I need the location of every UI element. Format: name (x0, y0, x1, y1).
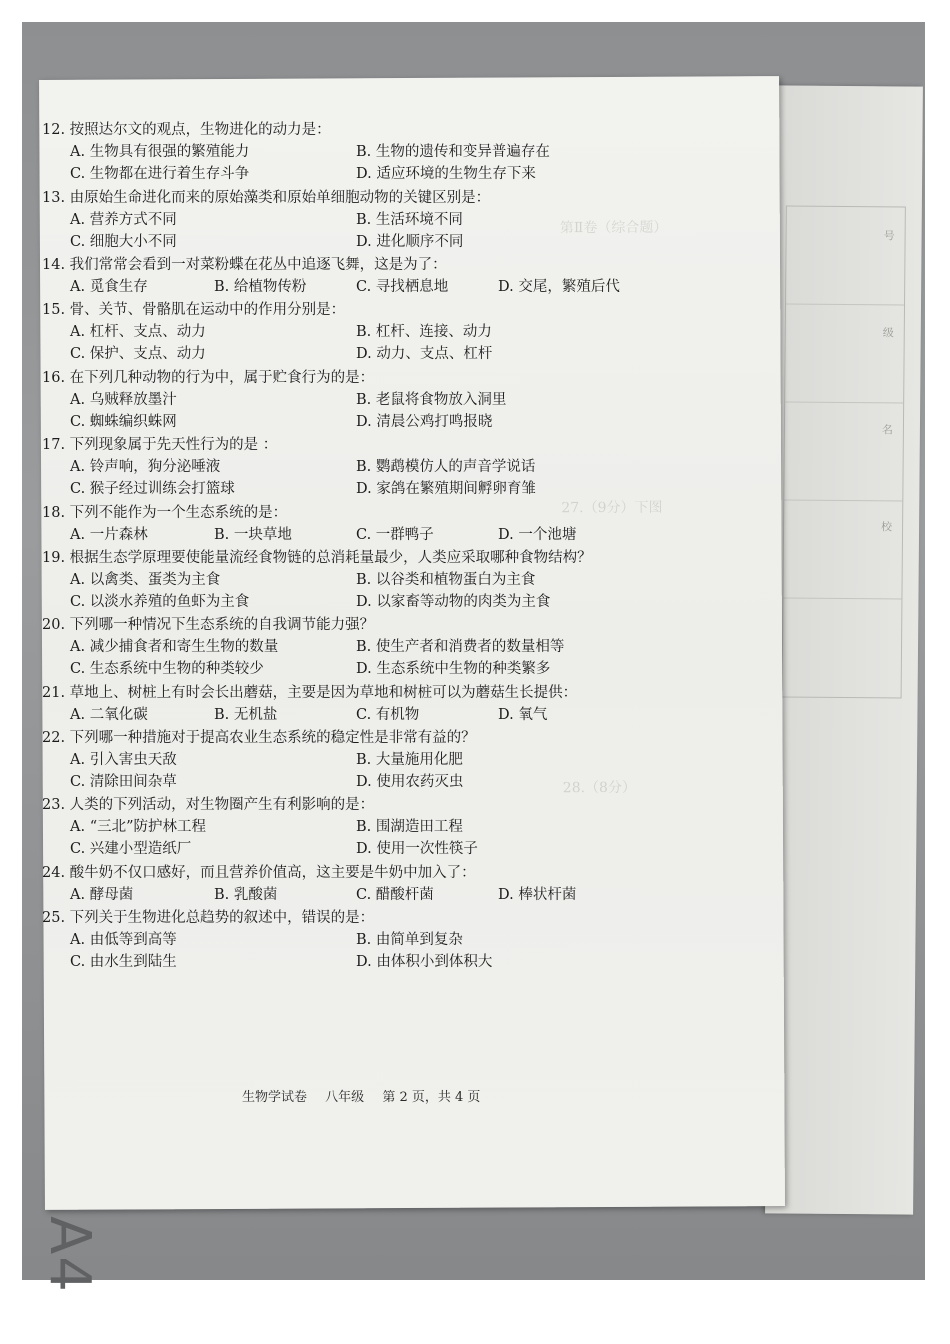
option-b: B. 使生产者和消费者的数量相等 (356, 639, 565, 655)
question-18 (42, 501, 742, 546)
option-b: B. 围湖造田工程 (356, 819, 463, 835)
question-stem: 17. 下列现象属于先天性行为的是 ： (42, 437, 278, 453)
option-a: A. 引入害虫天敌 (70, 751, 177, 768)
question-20 (42, 613, 742, 681)
option-d: D. 氧气 (498, 706, 548, 723)
option-b: B. 一块草地 (214, 526, 292, 543)
paper-size-mark: A4 (37, 1216, 102, 1294)
option-d: D. 以家畜等动物的肉类为主食 (356, 593, 551, 610)
option-b: B. 老鼠将食物放入洞里 (356, 391, 507, 408)
option-b: B. 生物的遗传和变异普遍存在 (356, 144, 550, 160)
page-footer (242, 1086, 494, 1105)
option-d: D. 进化顺序不同 (356, 233, 464, 250)
option-d: D. 适应环境的生物生存下来 (356, 166, 536, 182)
question-stem: 15. 骨、关节、骨骼肌在运动中的作用分别是： (42, 302, 346, 318)
option-a: A. 觅食生存 (70, 279, 148, 295)
question-22 (42, 726, 742, 794)
option-a: A. 杠杆、支点、动力 (70, 324, 206, 340)
option-a: A. 二氧化碳 (70, 706, 148, 723)
question-stem: 14. 我们常常会看到一对菜粉蝶在花丛中追逐飞舞，这是为了： (42, 257, 447, 273)
question-stem: 13. 由原始生命进化而来的原始藻类和原始单细胞动物的关键区别是： (42, 189, 491, 206)
option-d: D. 生态系统中生物的种类繁多 (356, 661, 551, 677)
option-c: C. 生物都在进行着生存斗争 (70, 166, 250, 182)
question-stem: 23. 人类的下列活动，对生物圈产生有利影响的是： (42, 797, 375, 813)
question-stem: 24. 酸牛奶不仅口感好，而且营养价值高，这主要是牛奶中加入了： (42, 864, 476, 881)
underlying-sheet (765, 85, 923, 1214)
option-c: C. 蜘蛛编织蛛网 (70, 413, 177, 430)
question-stem: 20. 下列哪一种情况下生态系统的自我调节能力强？ (42, 617, 375, 633)
question-12 (42, 118, 742, 186)
option-c: C. 有机物 (356, 706, 420, 723)
option-b: B. 由简单到复杂 (356, 931, 463, 948)
question-21 (42, 681, 742, 726)
bleed-through: 第Ⅱ卷（综合题） (559, 219, 668, 237)
option-c: C. 寻找栖息地 (356, 279, 449, 295)
option-a: A. 一片森林 (70, 526, 148, 543)
question-stem: 19. 根据生态学原理要使能量流经食物链的总消耗量最少，人类应采取哪种食物结构？ (42, 549, 592, 566)
footer-grade: 八年级 (325, 1090, 365, 1105)
option-c: C. 一群鸭子 (356, 526, 434, 543)
option-b: B. 杠杆、连接、动力 (356, 324, 492, 340)
question-list (42, 118, 742, 973)
option-d: D. 由体积小到体积大 (356, 953, 493, 970)
option-a: A. “三北”防护林工程 (70, 819, 207, 835)
option-c: C. 保护、支点、动力 (70, 346, 206, 362)
option-d: D. 使用一次性筷子 (356, 841, 478, 857)
option-d: D. 一个池塘 (498, 526, 577, 543)
grid-row (784, 402, 903, 501)
question-stem: 22. 下列哪一种措施对于提高农业生态系统的稳定性是非常有益的？ (42, 729, 476, 746)
option-d: D. 清晨公鸡打鸣报晓 (356, 413, 493, 430)
option-b: B. 以谷类和植物蛋白为主食 (356, 571, 536, 588)
option-d: D. 棒状杆菌 (498, 886, 577, 903)
question-24 (42, 861, 742, 906)
question-25 (42, 906, 742, 974)
question-15 (42, 298, 742, 366)
option-a: A. 由低等到高等 (70, 931, 177, 948)
option-d: D. 家鸽在繁殖期间孵卵育雏 (356, 481, 536, 497)
option-c: C. 猴子经过训练会打篮球 (70, 481, 235, 497)
option-c: C. 清除田间杂草 (70, 773, 177, 790)
grid-row (785, 304, 904, 403)
option-c: C. 兴建小型造纸厂 (70, 841, 192, 857)
option-b: B. 给植物传粉 (214, 279, 307, 295)
question-19 (42, 546, 742, 614)
question-stem: 21. 草地上、树桩上有时会长出蘑菇，主要是因为草地和树桩可以为蘑菇生长提供： (42, 684, 578, 701)
option-b: B. 鹦鹉模仿人的声音学说话 (356, 459, 536, 475)
bleed-through: 27.（9分）下图 (561, 499, 663, 517)
grid-row (786, 206, 905, 305)
bleed-through: 28.（8分） (562, 779, 636, 797)
question-stem: 16. 在下列几种动物的行为中，属于贮食行为的是： (42, 369, 375, 386)
option-a: A. 酵母菌 (70, 886, 134, 903)
header-grid (782, 205, 906, 698)
footer-subject: 生物学试卷 (242, 1090, 308, 1105)
grid-row (783, 500, 902, 599)
option-b: B. 大量施用化肥 (356, 751, 463, 768)
side-label: 名 (881, 423, 893, 437)
side-label: 校 (881, 520, 893, 534)
question-stem: 25. 下列关于生物进化总趋势的叙述中，错误的是： (42, 909, 375, 926)
side-label: 号 (883, 229, 895, 243)
option-a: A. 以禽类、蛋类为主食 (70, 571, 221, 588)
option-a: A. 减少捕食者和寄生生物的数量 (70, 639, 279, 655)
option-d: D. 交尾，繁殖后代 (498, 279, 620, 295)
question-stem: 12. 按照达尔文的观点，生物进化的动力是： (42, 122, 331, 138)
option-c: C. 细胞大小不同 (70, 233, 177, 250)
option-b: B. 无机盐 (214, 706, 278, 723)
option-d: D. 使用农药灭虫 (356, 773, 464, 790)
question-stem: 18. 下列不能作为一个生态系统的是： (42, 504, 288, 521)
option-a: A. 乌贼释放墨汁 (70, 391, 177, 408)
question-23 (42, 793, 742, 861)
option-b: B. 生活环境不同 (356, 211, 463, 228)
option-c: C. 醋酸杆菌 (356, 886, 434, 903)
side-label: 级 (882, 326, 894, 340)
option-c: C. 生态系统中生物的种类较少 (70, 661, 264, 677)
option-a: A. 生物具有很强的繁殖能力 (70, 144, 250, 160)
option-c: C. 由水生到陆生 (70, 953, 177, 970)
question-14 (42, 253, 742, 298)
question-13 (42, 186, 742, 254)
footer-page-number: 第 2 页，共 4 页 (382, 1090, 481, 1105)
option-c: C. 以淡水养殖的鱼虾为主食 (70, 593, 250, 610)
question-17 (42, 433, 742, 501)
option-b: B. 乳酸菌 (214, 886, 278, 903)
option-a: A. 铃声响，狗分泌唾液 (70, 459, 221, 475)
option-a: A. 营养方式不同 (70, 211, 177, 228)
question-16 (42, 366, 742, 434)
option-d: D. 动力、支点、杠杆 (356, 346, 493, 362)
